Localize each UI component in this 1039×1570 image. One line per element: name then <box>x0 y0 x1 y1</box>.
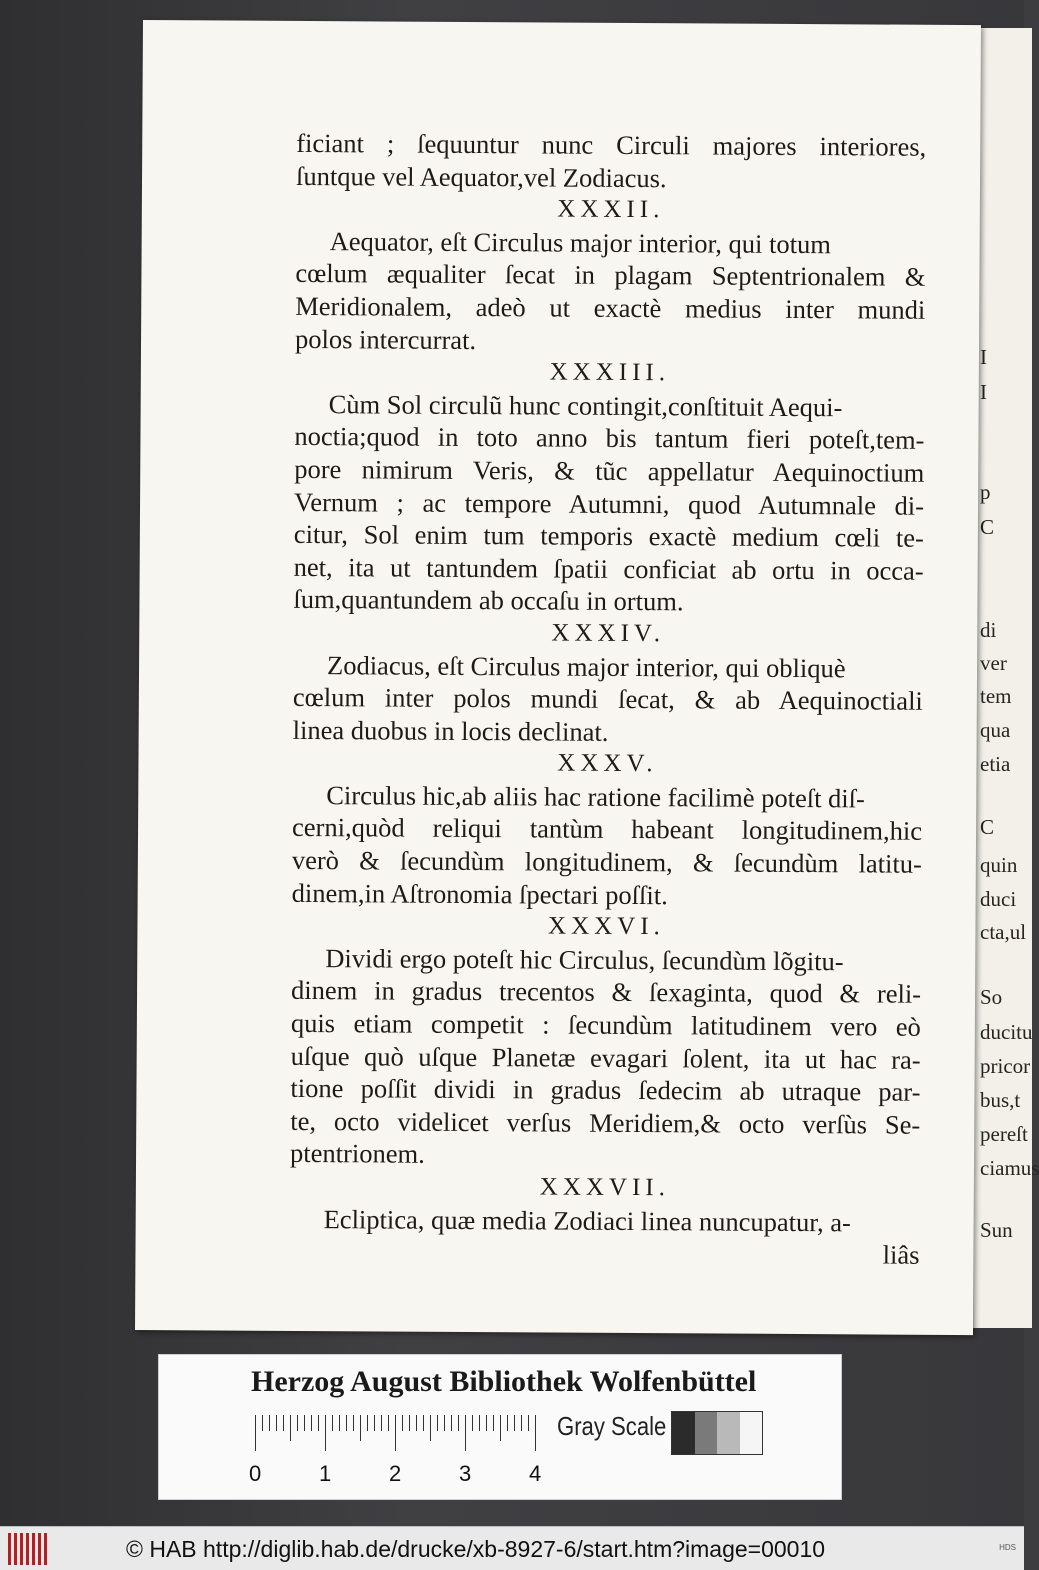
ruler-tick <box>388 1415 389 1431</box>
section-heading: XXXIII. <box>549 358 671 387</box>
adjacent-page-fragment: cta,ul <box>980 920 1027 944</box>
gray-swatch <box>672 1412 695 1454</box>
text-line: tione poſſit dividi in gradus ſedecim ab utraque par- <box>290 1073 921 1107</box>
text-line: ptentrionem. <box>289 1138 425 1170</box>
text-line: Meridionalem, adeò ut exactè medius inter mundi <box>295 290 926 325</box>
ruler-tick <box>269 1415 270 1431</box>
text-line: liâs <box>882 1239 920 1270</box>
text-line: quis etiam competit : ſecundùm latitudinem vero eò <box>290 1007 921 1042</box>
adjacent-page-fragment: quin <box>980 853 1018 877</box>
hab-logo-icon <box>8 1533 48 1565</box>
book-page <box>135 20 981 1335</box>
ruler-number: 0 <box>249 1461 262 1486</box>
ruler-tick <box>409 1415 410 1431</box>
adjacent-page-fragment: ver <box>980 651 1007 675</box>
gray-swatch <box>695 1412 718 1454</box>
adjacent-page-fragment: C <box>980 815 995 839</box>
ruler-tick <box>535 1415 536 1451</box>
text-line: Zodiacus, eſt Circulus major interior, qui obliquè <box>326 649 846 683</box>
ruler-numbers <box>249 1461 549 1491</box>
text-line: ſum,quantundem ab occaſu in ortum. <box>293 584 684 617</box>
adjacent-page-fragment: pereſt <box>980 1122 1028 1146</box>
text-line: ſuntque vel Aequator,vel Zodiacus. <box>295 160 667 193</box>
text-line: net, ita ut tantundem ſpatii conficiat ab ortu in occa- <box>293 551 924 586</box>
adjacent-page-fragment: I <box>980 345 987 369</box>
ruler-tick <box>458 1415 459 1431</box>
footer-bar <box>0 1526 1024 1570</box>
gray-scale-swatches <box>671 1411 763 1455</box>
ruler-tick <box>465 1415 466 1451</box>
ruler-tick <box>304 1415 305 1431</box>
ruler-tick <box>479 1415 480 1431</box>
ruler-tick <box>528 1415 529 1431</box>
text-line: Ecliptica, quæ media Zodiaci linea nuncupatur, a- <box>323 1203 852 1237</box>
ruler-tick <box>332 1415 333 1431</box>
ruler-tick <box>353 1415 354 1431</box>
adjacent-page-fragment: So <box>980 985 1003 1009</box>
ruler-number: 3 <box>459 1461 472 1486</box>
adjacent-page-fragment: pricor <box>980 1054 1031 1078</box>
text-line: uſque quò uſque Planetæ evagari ſolent, ita ut hac ra- <box>290 1040 921 1075</box>
ruler-tick <box>507 1415 508 1431</box>
section-heading: XXXVII. <box>539 1173 671 1202</box>
section-heading: XXXIV. <box>551 619 666 648</box>
text-line: Aequator, eſt Circulus major interior, qui totum <box>329 225 832 259</box>
adjacent-page-fragment: Sun <box>980 1218 1013 1242</box>
ruler-tick <box>276 1415 277 1431</box>
ruler-tick <box>262 1415 263 1431</box>
library-title: Herzog August Bibliothek Wolfenbüttel <box>251 1365 757 1398</box>
adjacent-page-fragment: I <box>980 380 987 404</box>
text-line: Dividi ergo poteſt hic Circulus, ſecundùm lõgitu- <box>325 942 844 977</box>
adjacent-page-fragment: etia <box>980 752 1011 776</box>
ruler-tick <box>311 1415 312 1431</box>
text-line: dinem,in Aſtronomia ſpectari poſſit. <box>291 877 668 910</box>
ruler-tick <box>395 1415 396 1451</box>
adjacent-page-fragment: qua <box>980 718 1011 742</box>
adjacent-page-fragment: C <box>980 515 995 539</box>
ruler-tick <box>290 1415 291 1441</box>
ruler-tick <box>339 1415 340 1431</box>
adjacent-page-fragment: tem <box>980 684 1012 708</box>
text-line: ficiant ; ſequuntur nunc Circuli majores interiores, <box>296 127 927 162</box>
text-line: noctia;quod in toto anno bis tantum fieri poteſt,tem- <box>294 421 925 456</box>
ruler-tick <box>381 1415 382 1431</box>
ruler-tick <box>444 1415 445 1431</box>
ruler-tick <box>360 1415 361 1441</box>
adjacent-page-fragment: duci <box>980 887 1017 911</box>
text-line: verò & ſecundùm longitudinem, & ſecundùm latitu- <box>291 844 922 879</box>
text-line: citur, Sol enim tum temporis exactè medium cœli te- <box>293 519 924 553</box>
gray-swatch <box>740 1412 763 1454</box>
text-line: cœlum æqualiter ſecat in plagam Septentrionalem & <box>295 258 926 293</box>
ruler-tick <box>437 1415 438 1431</box>
text-line: cerni,quòd reliqui tantùm habeant longitudinem,hic <box>291 812 923 847</box>
ruler-tick <box>367 1415 368 1431</box>
measurement-ruler <box>255 1415 545 1455</box>
source-url[interactable]: © HAB http://diglib.hab.de/drucke/xb-8927-6/start.htm?image=00010 <box>126 1536 826 1562</box>
ruler-tick <box>521 1415 522 1431</box>
gray-scale-label: Gray Scale <box>557 1411 667 1441</box>
adjacent-page-fragment: ducitu <box>980 1020 1033 1044</box>
text-line: Vernum ; ac tempore Autumni, quod Autumnale di- <box>293 486 925 521</box>
section-heading: XXXVI. <box>547 912 665 941</box>
ruler-tick <box>402 1415 403 1431</box>
section-heading: XXXII. <box>557 195 665 224</box>
adjacent-page-fragment: ciamus <box>980 1156 1039 1180</box>
text-line: dinem in gradus trecentos & ſexaginta, quod & reli- <box>290 975 922 1010</box>
ruler-number: 1 <box>319 1461 332 1486</box>
text-line: te, octo videlicet verſus Meridiem,& octo verſùs Se- <box>290 1105 921 1140</box>
adjacent-page-fragment: bus,t <box>980 1088 1021 1112</box>
ruler-tick <box>283 1415 284 1431</box>
ruler-tick <box>325 1415 326 1451</box>
adjacent-page-fragment: p <box>980 480 991 504</box>
ruler-tick <box>423 1415 424 1431</box>
text-line: Circulus hic,ab aliis hac ratione facilimè poteſt diſ- <box>326 780 866 814</box>
ruler-tick <box>500 1415 501 1441</box>
section-heading: XXXV. <box>557 749 658 778</box>
ruler-tick <box>374 1415 375 1431</box>
text-line: polos intercurrat. <box>294 323 477 355</box>
text-line: Cùm Sol circulũ hunc contingit,conſtituit Aequi- <box>328 388 843 423</box>
adjacent-page-edge <box>972 28 1039 1328</box>
adjacent-page-fragment: di <box>980 618 997 642</box>
ruler-tick <box>255 1415 256 1451</box>
ruler-number: 4 <box>529 1461 542 1486</box>
ruler-tick <box>493 1415 494 1431</box>
footer-small-text: HDS <box>999 1543 1016 1552</box>
ruler-tick <box>451 1415 452 1431</box>
ruler-tick <box>514 1415 515 1431</box>
text-line: pore nimirum Veris, & tũc appellatur Aequinoctium <box>294 453 925 488</box>
ruler-tick <box>430 1415 431 1441</box>
ruler-number: 2 <box>389 1461 402 1486</box>
ruler-tick <box>416 1415 417 1431</box>
gray-swatch <box>717 1412 740 1454</box>
ruler-tick <box>472 1415 473 1431</box>
color-calibration-bar <box>158 1354 842 1500</box>
ruler-tick <box>297 1415 298 1431</box>
text-line: linea duobus in locis declinat. <box>292 714 609 747</box>
text-line: cœlum inter polos mundi ſecat, & ab Aequinoctiali <box>292 682 923 716</box>
page-text <box>289 127 926 1272</box>
ruler-tick <box>486 1415 487 1431</box>
ruler-tick <box>318 1415 319 1431</box>
ruler-tick <box>346 1415 347 1431</box>
